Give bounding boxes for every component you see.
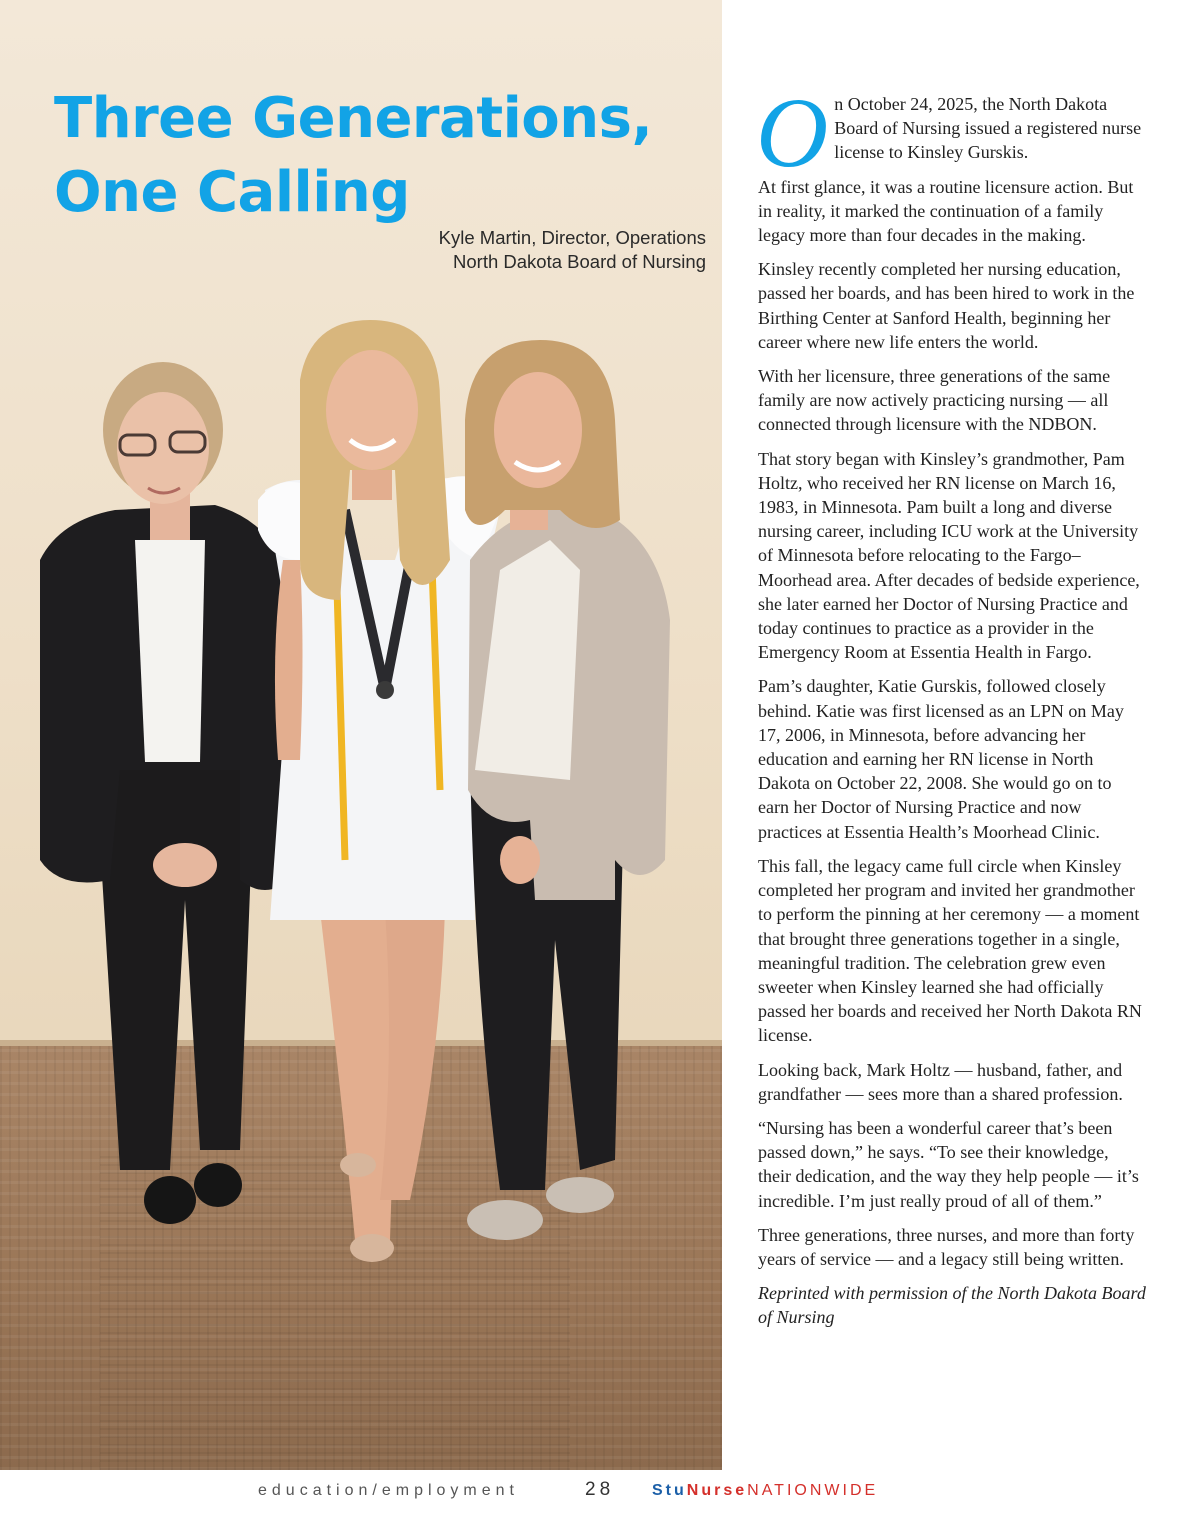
article-paragraph-5: That story began with Kinsley’s grandmother, Pam Holtz, who received her RN license on March 16, 1983, in Minnesota. Pam built a long and diverse nursing career, including ICU work at the University of Minnesota before relocating to the Fargo–Moorhead area. After decades of bedside experience, she later earned her Doctor of Nursing Practice and today continues to practice as a provider in the Emergency Room at Essentia Health in Fargo. <box>758 448 1140 663</box>
article-paragraph-4: With her licensure, three generations of the same family are now actively practicing nursing — all connected through licensure with the NDBON. <box>758 366 1111 435</box>
byline-author: Kyle Martin, Director, Operations <box>438 227 706 248</box>
page-footer <box>0 1480 1200 1510</box>
reprint-credit: Reprinted with permission of the North Dakota Board of Nursing <box>758 1283 1146 1328</box>
grandmother-figure <box>40 362 290 1224</box>
article-paragraph-2: At first glance, it was a routine licensure action. But in reality, it marked the continuation of a family legacy more than four decades in the making. <box>758 176 1134 246</box>
byline-organization: North Dakota Board of Nursing <box>453 251 706 272</box>
article-headline <box>54 82 652 230</box>
article-paragraph-3: Kinsley recently completed her nursing education, passed her boards, and has been hired to work in the Birthing Center at Sanford Health, beginning her career where new life enters the world. <box>758 259 1135 352</box>
brand-nurse: Nurse <box>686 1482 748 1499</box>
headline-line-1: Three Generations, <box>54 86 653 151</box>
article-paragraph-1 <box>756 77 1146 188</box>
byline <box>439 226 706 274</box>
footer-section-label: education/employment <box>258 1482 519 1499</box>
drop-cap: O <box>756 77 829 188</box>
publication-brand <box>652 1482 878 1500</box>
article-paragraph-10: Three generations, three nurses, and more than forty years of service — and a legacy still being written. <box>758 1224 1135 1269</box>
article-paragraph-7: This fall, the legacy came full circle when Kinsley completed her program and invited her grandmother to perform the pinning at her ceremony — a moment that brought three generations together in a single, meaningful tradition. The celebration grew even sweeter when Kinsley learned she had officially passed her boards and received her North Dakota RN license. <box>758 855 1142 1046</box>
article-paragraph-8: Looking back, Mark Holtz — husband, father, and grandfather — sees more than a shared profession. <box>758 1059 1123 1104</box>
paragraph-text: n October 24, 2025, the North Dakota Board of Nursing issued a registered nurse license to Kinsley Gurskis. <box>834 94 1142 163</box>
page-number: 28 <box>585 1479 615 1500</box>
brand-stu: Stu <box>652 1482 687 1499</box>
article-body <box>756 77 1146 1340</box>
mother-figure <box>465 340 670 1240</box>
graduate-figure <box>258 320 500 1262</box>
article-paragraph-9: “Nursing has been a wonderful career that’s been passed down,” he says. “To see their knowledge, their dedication, and the way they help people — it’s incredible. I’m just really proud of all of them.” <box>758 1117 1139 1211</box>
headline-line-2: One Calling <box>54 160 410 225</box>
brand-nationwide: NATIONWIDE <box>747 1482 879 1499</box>
article-paragraph-6: Pam’s daughter, Katie Gurskis, followed closely behind. Katie was first licensed as an LPN on May 17, 2006, in Minnesota, before advancing her education and earning her RN license in North Dakota on October 22, 2008. She would go on to earn her Doctor of Nursing Practice and now practices at Essentia Health’s Moorhead Clinic. <box>758 676 1124 842</box>
